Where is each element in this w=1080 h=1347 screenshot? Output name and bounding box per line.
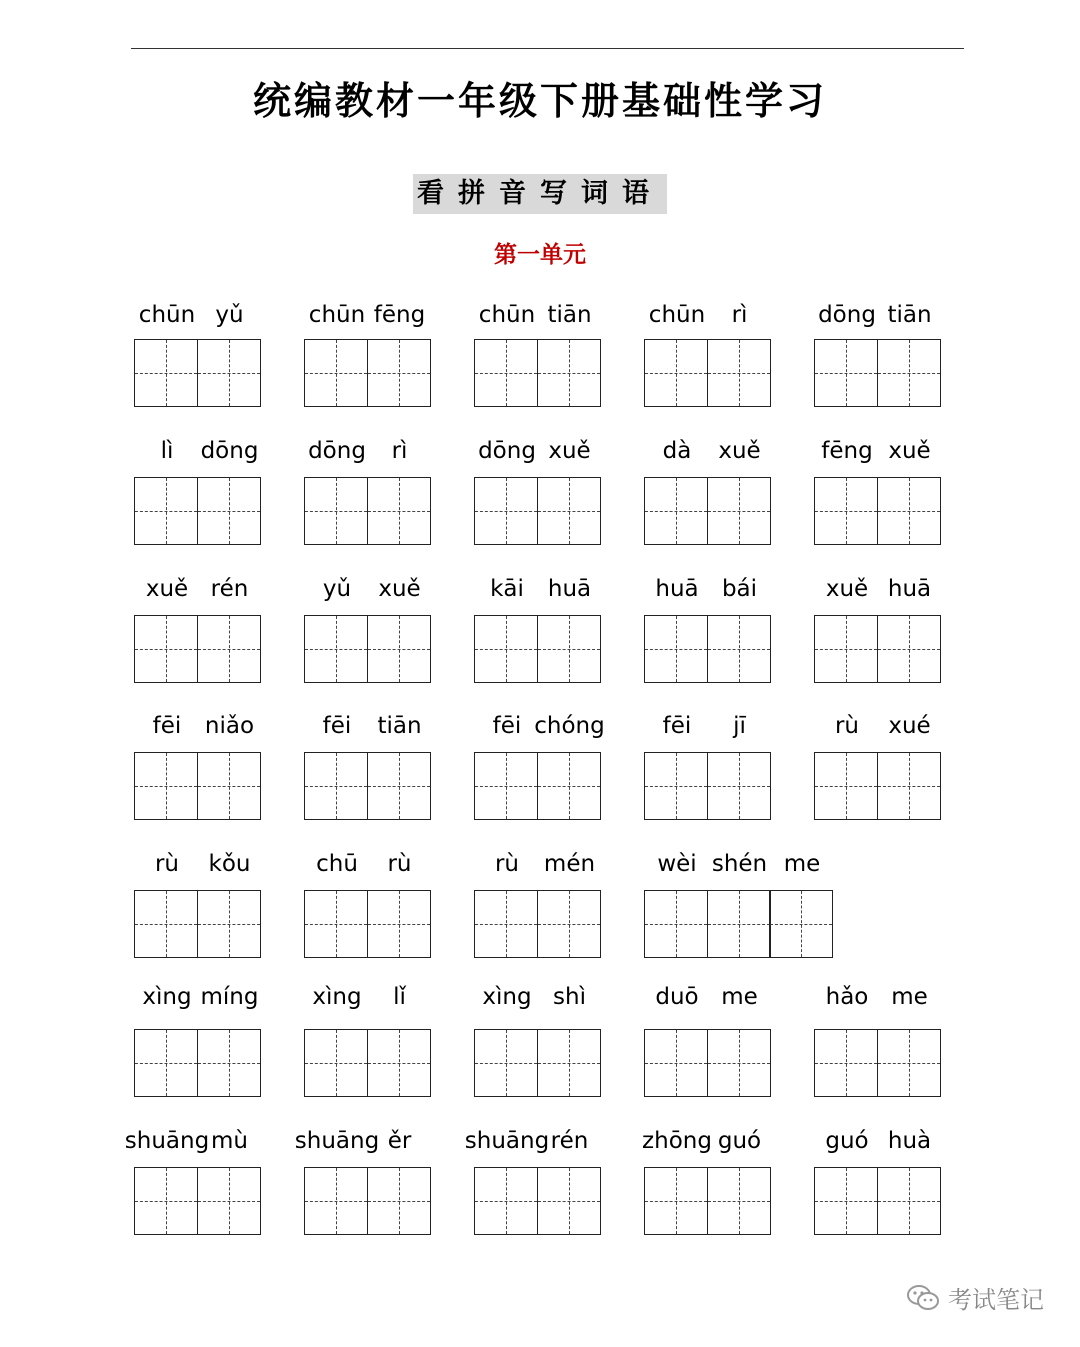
writing-boxes (644, 1029, 769, 1097)
tian-grid-box[interactable] (814, 1167, 878, 1235)
writing-boxes (814, 477, 939, 545)
pinyin-syllable: rén (550, 1128, 589, 1154)
pinyin-syllable: yǔ (322, 576, 352, 602)
pinyin-syllable: duō (655, 984, 699, 1010)
pinyin-syllable: huā (887, 576, 932, 602)
writing-boxes (644, 615, 769, 683)
pinyin-syllable: xuě (145, 576, 189, 602)
pinyin-syllable: hǎo (825, 984, 869, 1010)
section-subtitle: 看拼音写词语 (413, 174, 667, 214)
tian-grid-box[interactable] (707, 615, 771, 683)
pinyin-syllable: rén (210, 576, 249, 602)
tian-grid-box[interactable] (474, 477, 538, 545)
tian-grid-box[interactable] (304, 1167, 368, 1235)
writing-boxes (814, 339, 939, 407)
writing-boxes (814, 1029, 939, 1097)
writing-boxes (814, 752, 939, 820)
tian-grid-box[interactable] (644, 339, 708, 407)
pinyin-syllable: wèi (657, 851, 697, 877)
tian-grid-box[interactable] (304, 1029, 368, 1097)
tian-grid-box[interactable] (769, 890, 833, 958)
tian-grid-box[interactable] (537, 890, 601, 958)
tian-grid-box[interactable] (474, 890, 538, 958)
tian-grid-box[interactable] (537, 615, 601, 683)
writing-boxes (134, 890, 259, 958)
tian-grid-box[interactable] (134, 890, 198, 958)
tian-grid-box[interactable] (537, 477, 601, 545)
writing-boxes (474, 615, 599, 683)
writing-boxes (474, 1167, 599, 1235)
tian-grid-box[interactable] (877, 1029, 941, 1097)
tian-grid-box[interactable] (197, 752, 261, 820)
writing-boxes (644, 752, 769, 820)
writing-boxes (814, 1167, 939, 1235)
tian-grid-box[interactable] (197, 477, 261, 545)
writing-boxes (474, 752, 599, 820)
tian-grid-box[interactable] (537, 1029, 601, 1097)
tian-grid-box[interactable] (304, 615, 368, 683)
pinyin-syllable: xìng (312, 984, 362, 1010)
writing-boxes (644, 890, 832, 958)
pinyin-syllable: chóng (534, 713, 605, 739)
tian-grid-box[interactable] (537, 339, 601, 407)
writing-boxes (644, 1167, 769, 1235)
tian-grid-box[interactable] (877, 339, 941, 407)
tian-grid-box[interactable] (197, 615, 261, 683)
tian-grid-box[interactable] (304, 752, 368, 820)
tian-grid-box[interactable] (134, 752, 198, 820)
tian-grid-box[interactable] (474, 339, 538, 407)
tian-grid-box[interactable] (707, 752, 771, 820)
tian-grid-box[interactable] (474, 1029, 538, 1097)
pinyin-syllable: rù (494, 851, 520, 877)
tian-grid-box[interactable] (367, 1029, 431, 1097)
tian-grid-box[interactable] (197, 339, 261, 407)
tian-grid-box[interactable] (134, 1029, 198, 1097)
tian-grid-box[interactable] (644, 1167, 708, 1235)
pinyin-syllable: xìng (142, 984, 192, 1010)
pinyin-syllable: chūn (648, 302, 706, 328)
tian-grid-box[interactable] (877, 752, 941, 820)
tian-grid-box[interactable] (644, 1029, 708, 1097)
tian-grid-box[interactable] (814, 477, 878, 545)
pinyin-syllable: dà (662, 438, 692, 464)
writing-boxes (474, 890, 599, 958)
writing-boxes (304, 477, 429, 545)
tian-grid-box[interactable] (644, 615, 708, 683)
tian-grid-box[interactable] (707, 339, 771, 407)
tian-grid-box[interactable] (367, 890, 431, 958)
pinyin-syllable: chūn (478, 302, 536, 328)
tian-grid-box[interactable] (707, 477, 771, 545)
pinyin-syllable: fēng (821, 438, 873, 464)
pinyin-syllable: me (783, 851, 821, 877)
writing-boxes (134, 1167, 259, 1235)
writing-boxes (134, 752, 259, 820)
tian-grid-box[interactable] (367, 477, 431, 545)
tian-grid-box[interactable] (877, 477, 941, 545)
tian-grid-box[interactable] (367, 615, 431, 683)
pinyin-syllable: huà (887, 1128, 932, 1154)
pinyin-syllable: niǎo (204, 713, 255, 739)
pinyin-syllable: shuāng (464, 1128, 550, 1154)
writing-boxes (644, 339, 769, 407)
pinyin-syllable: fēi (152, 713, 182, 739)
writing-boxes (134, 339, 259, 407)
tian-grid-box[interactable] (367, 339, 431, 407)
pinyin-syllable: míng (200, 984, 259, 1010)
pinyin-syllable: tiān (547, 302, 592, 328)
tian-grid-box[interactable] (197, 890, 261, 958)
tian-grid-box[interactable] (707, 1029, 771, 1097)
pinyin-syllable: tiān (887, 302, 932, 328)
pinyin-syllable: xuě (548, 438, 591, 464)
tian-grid-box[interactable] (877, 1167, 941, 1235)
tian-grid-box[interactable] (644, 477, 708, 545)
tian-grid-box[interactable] (814, 752, 878, 820)
pinyin-syllable: me (721, 984, 758, 1010)
tian-grid-box[interactable] (367, 1167, 431, 1235)
pinyin-syllable: rù (154, 851, 180, 877)
pinyin-syllable: zhōng (642, 1128, 712, 1154)
writing-boxes (304, 1029, 429, 1097)
tian-grid-box[interactable] (474, 615, 538, 683)
tian-grid-box[interactable] (877, 615, 941, 683)
tian-grid-box[interactable] (304, 477, 368, 545)
tian-grid-box[interactable] (707, 890, 771, 958)
pinyin-syllable: xuě (888, 438, 931, 464)
writing-boxes (134, 615, 259, 683)
writing-boxes (474, 477, 599, 545)
pinyin-syllable: xìng (482, 984, 532, 1010)
tian-grid-box[interactable] (474, 1167, 538, 1235)
tian-grid-box[interactable] (814, 615, 878, 683)
page-title: 统编教材一年级下册基础性学习 (252, 79, 827, 123)
pinyin-syllable: jī (733, 713, 746, 739)
tian-grid-box[interactable] (304, 339, 368, 407)
tian-grid-box[interactable] (134, 1167, 198, 1235)
pinyin-syllable: rù (834, 713, 860, 739)
pinyin-syllable: fēi (662, 713, 692, 739)
pinyin-syllable: huā (655, 576, 699, 602)
pinyin-syllable: ěr (387, 1128, 412, 1154)
wechat-icon (906, 1284, 940, 1312)
pinyin-syllable: tiān (377, 713, 422, 739)
pinyin-syllable: shì (553, 984, 586, 1010)
writing-boxes (644, 477, 769, 545)
writing-boxes (304, 615, 429, 683)
tian-grid-box[interactable] (197, 1029, 261, 1097)
pinyin-syllable: kǒu (208, 851, 251, 877)
tian-grid-box[interactable] (537, 1167, 601, 1235)
writing-boxes (134, 1029, 259, 1097)
watermark (906, 1280, 1044, 1315)
pinyin-syllable: shén (711, 851, 768, 877)
writing-boxes (474, 1029, 599, 1097)
pinyin-syllable: rì (731, 302, 748, 328)
pinyin-syllable: guó (825, 1128, 869, 1154)
pinyin-syllable: shuāng (294, 1128, 380, 1154)
tian-grid-box[interactable] (537, 752, 601, 820)
pinyin-syllable: fēi (492, 713, 522, 739)
pinyin-syllable: fēng (373, 302, 426, 328)
pinyin-syllable: fēi (322, 713, 352, 739)
pinyin-syllable: rì (391, 438, 408, 464)
pinyin-syllable: chūn (308, 302, 366, 328)
pinyin-syllable: shuāng (124, 1128, 210, 1154)
pinyin-syllable: rù (387, 851, 412, 877)
writing-boxes (814, 615, 939, 683)
tian-grid-box[interactable] (367, 752, 431, 820)
writing-boxes (474, 339, 599, 407)
pinyin-syllable: dōng (200, 438, 259, 464)
tian-grid-box[interactable] (644, 890, 708, 958)
tian-grid-box[interactable] (134, 615, 198, 683)
watermark-text: 考试笔记 (948, 1286, 1044, 1314)
tian-grid-box[interactable] (134, 477, 198, 545)
tian-grid-box[interactable] (304, 890, 368, 958)
pinyin-syllable: huā (547, 576, 592, 602)
pinyin-syllable: chū (316, 851, 358, 877)
pinyin-syllable: guó (717, 1128, 762, 1154)
tian-grid-box[interactable] (814, 339, 878, 407)
pinyin-syllable: yǔ (215, 302, 244, 328)
tian-grid-box[interactable] (474, 752, 538, 820)
pinyin-syllable: me (891, 984, 928, 1010)
tian-grid-box[interactable] (814, 1029, 878, 1097)
tian-grid-box[interactable] (644, 752, 708, 820)
writing-boxes (304, 752, 429, 820)
tian-grid-box[interactable] (197, 1167, 261, 1235)
writing-boxes (304, 339, 429, 407)
pinyin-syllable: kāi (490, 576, 524, 602)
writing-boxes (134, 477, 259, 545)
pinyin-syllable: xuě (378, 576, 421, 602)
writing-boxes (304, 1167, 429, 1235)
pinyin-syllable: dōng (478, 438, 536, 464)
pinyin-syllable: dōng (308, 438, 366, 464)
tian-grid-box[interactable] (134, 339, 198, 407)
pinyin-syllable: dōng (818, 302, 876, 328)
pinyin-syllable: mén (543, 851, 596, 877)
pinyin-syllable: xué (888, 713, 931, 739)
pinyin-syllable: bái (721, 576, 758, 602)
pinyin-syllable: lǐ (393, 984, 406, 1010)
pinyin-syllable: xuě (825, 576, 869, 602)
pinyin-syllable: lì (160, 438, 174, 464)
writing-boxes (304, 890, 429, 958)
unit-title: 第一单元 (494, 242, 586, 268)
tian-grid-box[interactable] (707, 1167, 771, 1235)
pinyin-syllable: xuě (718, 438, 761, 464)
pinyin-syllable: mù (211, 1128, 248, 1154)
pinyin-syllable: chūn (138, 302, 196, 328)
